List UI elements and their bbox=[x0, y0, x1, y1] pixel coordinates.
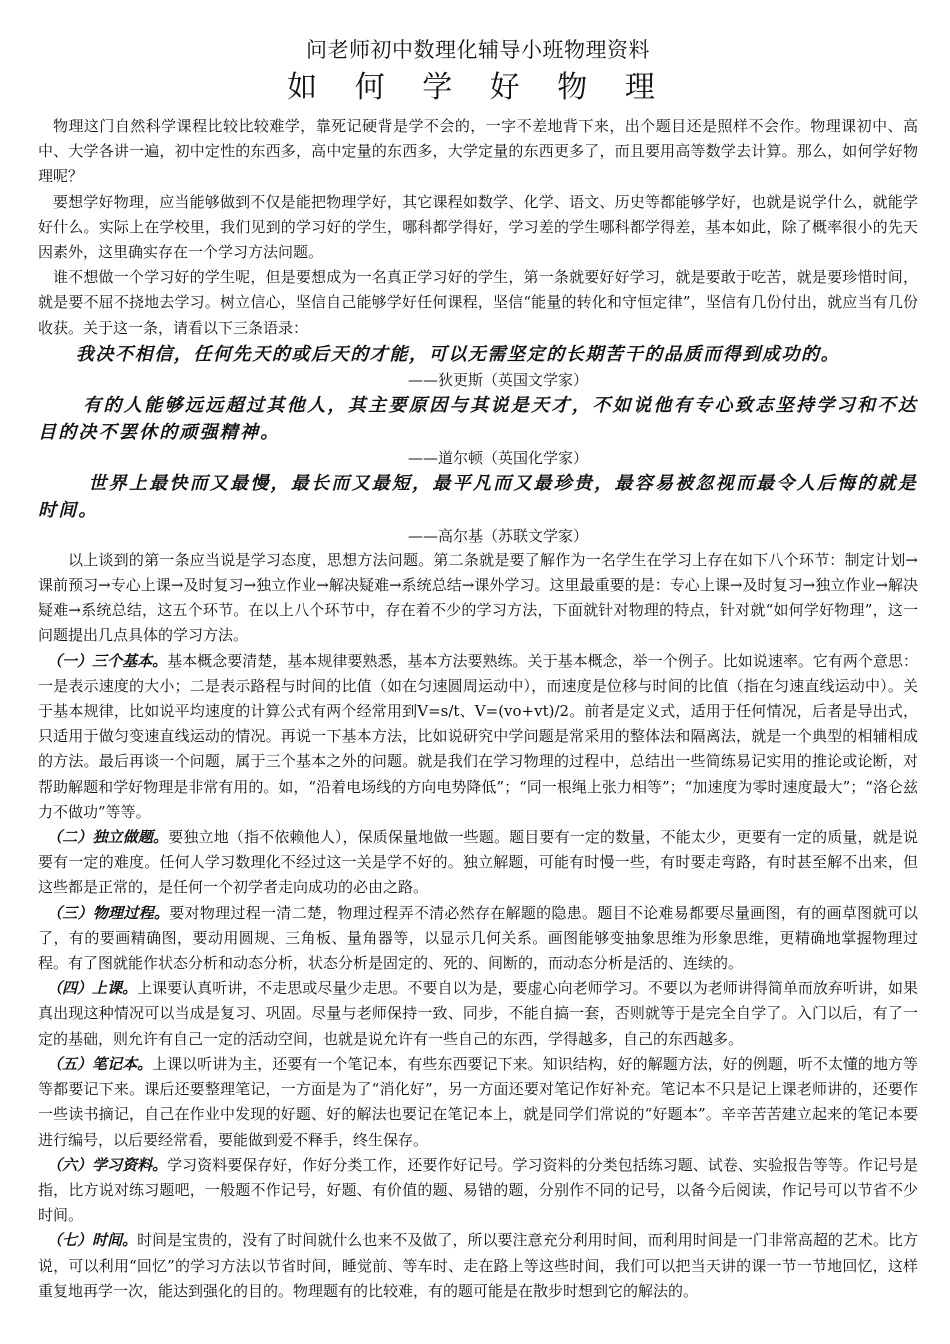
quote-gorky: 世界上最快而又最慢，最长而又最短，最平凡而又最珍贵，最容易被忽视而最令人后悔的就是时间。 bbox=[38, 472, 918, 521]
section-class bbox=[38, 976, 918, 1052]
section-notebook bbox=[38, 1052, 918, 1153]
section-body: 要独立地（指不依赖他人），保质保量地做一些题。题目要有一定的数量，不能太少，更要有一定的质量，就是说要有一定的难度。任何人学习数理化不经过这一关是学不好的。独立解题，可能有时慢一些，有时要走弯路，有时甚至解不出来，但这些都是正常的，是任何一个初学者走向成功的必由之路。 bbox=[38, 828, 918, 897]
section-body: 基本概念要清楚，基本规律要熟悉，基本方法要熟练。关于基本概念，举一个例子。比如说速率。它有两个意思：一是表示速度的大小；二是表示路程与时间的比值（如在匀速圆周运动中），而速度是位移与时间的比值（指在匀速直线运动中）。关于基本规律，比如说平均速度的计算公式有两个经常用到V=s/t、V=(vo+vt)/2。前者是定义式，适用于任何情况，后者是导出式，只适用于做匀变速直线运动的情况。再说一下基本方法，比如说研究中学问题是常采用的整体法和隔离法，就是一个典型的相辅相成的方法。最后再谈一个问题，属于三个基本之外的问题。就是我们在学习物理的过程中，总结出一些简练易记实用的推论或论断，对帮助解题和学好物理是非常有用的。如，“沿着电场线的方向电势降低”；“同一根绳上张力相等”；“加速度为零时速度最大”；“洛仑兹力不做功”等等。 bbox=[38, 651, 918, 821]
transition-paragraph: 以上谈到的第一条应当说是学习态度，思想方法问题。第二条就是要了解作为一名学生在学习上存在如下八个环节：制定计划→课前预习→专心上课→及时复习→独立作业→解决疑难→系统总结→课外学习。这里最重要的是：专心上课→及时复习→独立作业→解决疑难→系统总结，这五个环节。在以上八个环节中，存在着不少的学习方法，下面就针对物理的特点，针对就“如何学好物理”，这一问题提出几点具体的学习方法。 bbox=[38, 550, 918, 645]
section-heading: （二）独立做题。 bbox=[47, 828, 169, 847]
quote-dickens: 我决不相信，任何先天的或后天的才能，可以无需坚定的长期苦干的品质而得到成功的。 bbox=[75, 343, 841, 365]
intro-paragraph-3: 谁不想做一个学习好的学生呢，但是要想成为一名真正学习好的学生，第一条就要好好学习，就是要敢于吃苦，就是要珍惜时间，就是要不屈不挠地去学习。树立信心，坚信自己能够学好任何课程，坚信“能量的转化和守恒定律”，坚信有几份付出，就应当有几份收获。关于这一条，请看以下三条语录： bbox=[38, 268, 918, 337]
document-title: 如 何 学 好 物 理 bbox=[287, 70, 669, 105]
quote-source-dickens: ——狄更斯（英国文学家） bbox=[407, 370, 588, 389]
section-basics bbox=[38, 649, 918, 825]
document-header: 问老师初中数理化辅导小班物理资料 bbox=[306, 38, 650, 62]
section-time bbox=[38, 1228, 918, 1304]
section-heading: （七）时间。 bbox=[47, 1231, 138, 1250]
section-body: 学习资料要保存好，作好分类工作，还要作好记号。学习资料的分类包括练习题、试卷、实验报告等等。作记号是指，比方说对练习题吧，一般题不作记号，好题、有价值的题、易错的题，分别作不同的记号，以备今后阅读，作记号可以节省不少时间。 bbox=[38, 1155, 918, 1225]
section-heading: （一）三个基本。 bbox=[47, 651, 168, 670]
section-body: 上课要认真听讲，不走思或尽量少走思。不要自以为是，要虚心向老师学习。不要以为老师讲得简单而放弃听讲，如果真出现这种情况可以当成是复习、巩固。尽量与老师保持一致、同步，不能自搞一套，否则就等于是完全自学了。入门以后，有了一定的基础，则允许有自己一定的活动空间，也就是说允许有一些自己的东西，学得越多，自己的东西越多。 bbox=[38, 979, 918, 1048]
section-physical-process bbox=[38, 901, 918, 977]
section-heading: （三）物理过程。 bbox=[47, 903, 170, 922]
section-heading: （四）上课。 bbox=[47, 979, 138, 998]
section-independent-work bbox=[38, 825, 918, 901]
section-heading: （六）学习资料。 bbox=[47, 1155, 168, 1174]
section-heading: （五）笔记本。 bbox=[47, 1054, 153, 1073]
section-materials bbox=[38, 1153, 918, 1229]
section-body: 时间是宝贵的，没有了时间就什么也来不及做了，所以要注意充分利用时间，而利用时间是一门非常高超的艺术。比方说，可以利用“回忆”的学习方法以节省时间，睡觉前、等车时、走在路上等这些时间，我们可以把当天讲的课一节一节地回忆，这样重复地再学一次，能达到强化的目的。物理题有的比较难，有的题可能是在散步时想到它的解法的。 bbox=[38, 1231, 918, 1300]
section-body: 要对物理过程一清二楚，物理过程弄不清必然存在解题的隐患。题目不论难易都要尽量画图，有的画草图就可以了，有的要画精确图，要动用圆规、三角板、量角器等，以显示几何关系。画图能够变抽象思维为形象思维，更精确地掌握物理过程。有了图就能作状态分析和动态分析，状态分析是固定的、死的、间断的，而动态分析是活的、连续的。 bbox=[38, 903, 918, 973]
quote-source-dalton: ——道尔顿（英国化学家） bbox=[407, 448, 588, 467]
quote-dalton: 有的人能够远远超过其他人，其主要原因与其说是天才，不如说他有专心致志坚持学习和不达目的决不罢休的顽强精神。 bbox=[38, 394, 918, 443]
document-page bbox=[38, 36, 918, 1304]
intro-paragraph-1: 物理这门自然科学课程比较比较难学，靠死记硬背是学不会的，一字不差地背下来，出个题目还是照样不会作。物理课初中、高中、大学各讲一遍，初中定性的东西多，高中定量的东西多，大学定量的东西更多了，而且要用高等数学去计算。那么，如何学好物理呢？ bbox=[38, 117, 918, 186]
intro-paragraph-2: 要想学好物理，应当能够做到不仅是能把物理学好，其它课程如数学、化学、语文、历史等都能够学好，也就是说学什么，就能学好什么。实际上在学校里，我们见到的学习好的学生，哪科都学得好，学习差的学生哪科都学得差，基本如此，除了概率很小的先天因素外，这里确实存在一个学习方法问题。 bbox=[38, 192, 918, 262]
quote-source-gorky: ——高尔基（苏联文学家） bbox=[407, 526, 588, 545]
section-body: 上课以听讲为主，还要有一个笔记本，有些东西要记下来。知识结构，好的解题方法，好的例题，听不太懂的地方等等都要记下来。课后还要整理笔记，一方面是为了“消化好”，另一方面还要对笔记作好补充。笔记本不只是记上课老师讲的，还要作一些读书摘记，自己在作业中发现的好题、好的解法也要记在笔记本上，就是同学们常说的“好题本”。辛辛苦苦建立起来的笔记本要进行编号，以后要经常看，要能做到爱不释手，终生保存。 bbox=[38, 1054, 918, 1149]
